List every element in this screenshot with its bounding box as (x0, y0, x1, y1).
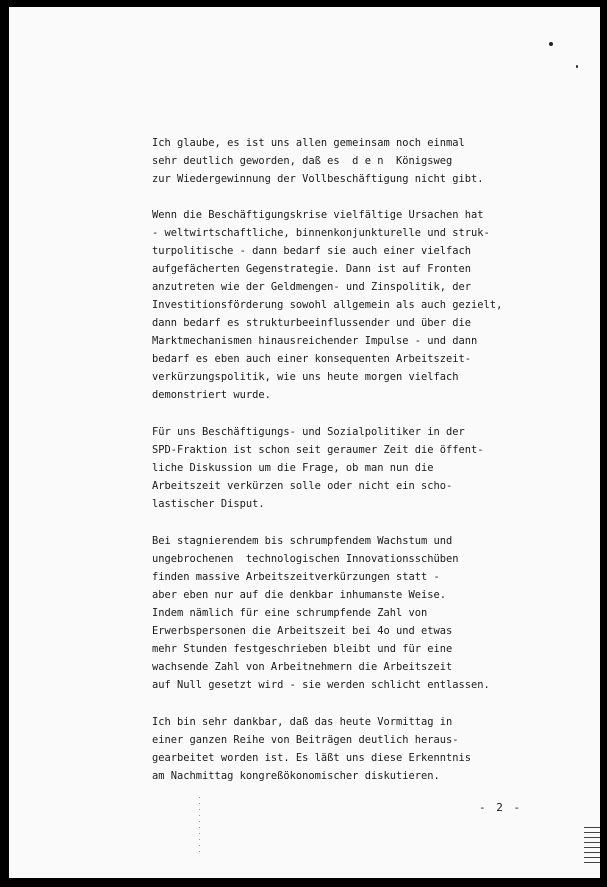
text-line: verkürzungspolitik, wie uns heute morgen vielfach (152, 371, 459, 383)
paragraph-4 (152, 532, 572, 694)
text-line: zur Wiedergewinnung der Vollbeschäftigung nicht gibt. (152, 173, 484, 185)
text-line: Investitionsförderung sowohl allgemein als auch gezielt, (152, 299, 503, 311)
text-line: am Nachmittag kongreßökonomischer diskutieren. (152, 770, 440, 782)
text-line: Indem nämlich für eine schrumpfende Zahl von (152, 607, 428, 619)
text-line: ungebrochenen technologischen Innovationsschüben (152, 553, 459, 565)
text-line: gearbeitet worden ist. Es läßt uns diese Erkenntnis (152, 752, 472, 764)
text-line: Erwerbspersonen die Arbeitszeit bei 4o und etwas (152, 625, 453, 637)
text-line: aufgefächerten Gegenstrategie. Dann ist auf Fronten (152, 263, 472, 275)
text-line: lastischer Disput. (152, 498, 265, 510)
text-line: auf Null gesetzt wird - sie werden schlicht entlassen. (152, 679, 490, 691)
text-line: finden massive Arbeitszeitverkürzungen statt - (152, 571, 440, 583)
document-page (9, 7, 600, 878)
text-line: SPD-Fraktion ist schon seit geraumer Zeit die öffent- (152, 444, 484, 456)
text-line: sehr deutlich geworden, daß es d e n Königsweg (152, 155, 453, 167)
text-line: Arbeitszeit verkürzen solle oder nicht ein scho- (152, 480, 453, 492)
paragraph-2 (152, 206, 572, 404)
text-line: mehr Stunden festgeschrieben bleibt und für eine (152, 643, 453, 655)
text-line: wachsende Zahl von Arbeitnehmern die Arbeitszeit (152, 661, 453, 673)
text-line: anzutreten wie der Geldmengen- und Zinspolitik, der (152, 281, 472, 293)
text-line: liche Diskussion um die Frage, ob man nun die (152, 462, 434, 474)
paragraph-3 (152, 423, 572, 513)
scan-speck (549, 42, 553, 46)
text-line: turpolitische - dann bedarf sie auch einer vielfach (152, 245, 472, 257)
paragraph-1 (152, 134, 572, 188)
scan-speck (576, 65, 578, 68)
scan-artifact (584, 827, 600, 867)
text-line: bedarf es eben auch einer konsequenten Arbeitszeit- (152, 353, 472, 365)
text-line: dann bedarf es strukturbeeinflussender und über die (152, 317, 472, 329)
paragraph-5 (152, 713, 572, 785)
text-line: einer ganzen Reihe von Beiträgen deutlich heraus- (152, 734, 459, 746)
text-line: aber eben nur auf die denkbar inhumanste Weise. (152, 589, 447, 601)
text-line: Ich bin sehr dankbar, daß das heute Vormittag in (152, 716, 453, 728)
text-line: Bei stagnierendem bis schrumpfendem Wachstum und (152, 535, 453, 547)
text-line: Für uns Beschäftigungs- und Sozialpolitiker in der (152, 426, 465, 438)
body-text (152, 134, 572, 803)
scan-artifact (199, 797, 200, 857)
text-line: Marktmechanismen hinausreichender Impulse - und dann (152, 335, 478, 347)
text-line: - weltwirtschaftliche, binnenkonjunkturelle und struk- (152, 227, 490, 239)
text-line: demonstriert wurde. (152, 389, 271, 401)
text-line: Ich glaube, es ist uns allen gemeinsam noch einmal (152, 137, 465, 149)
page-number: - 2 - (479, 801, 523, 814)
text-line: Wenn die Beschäftigungskrise vielfältige Ursachen hat (152, 209, 484, 221)
